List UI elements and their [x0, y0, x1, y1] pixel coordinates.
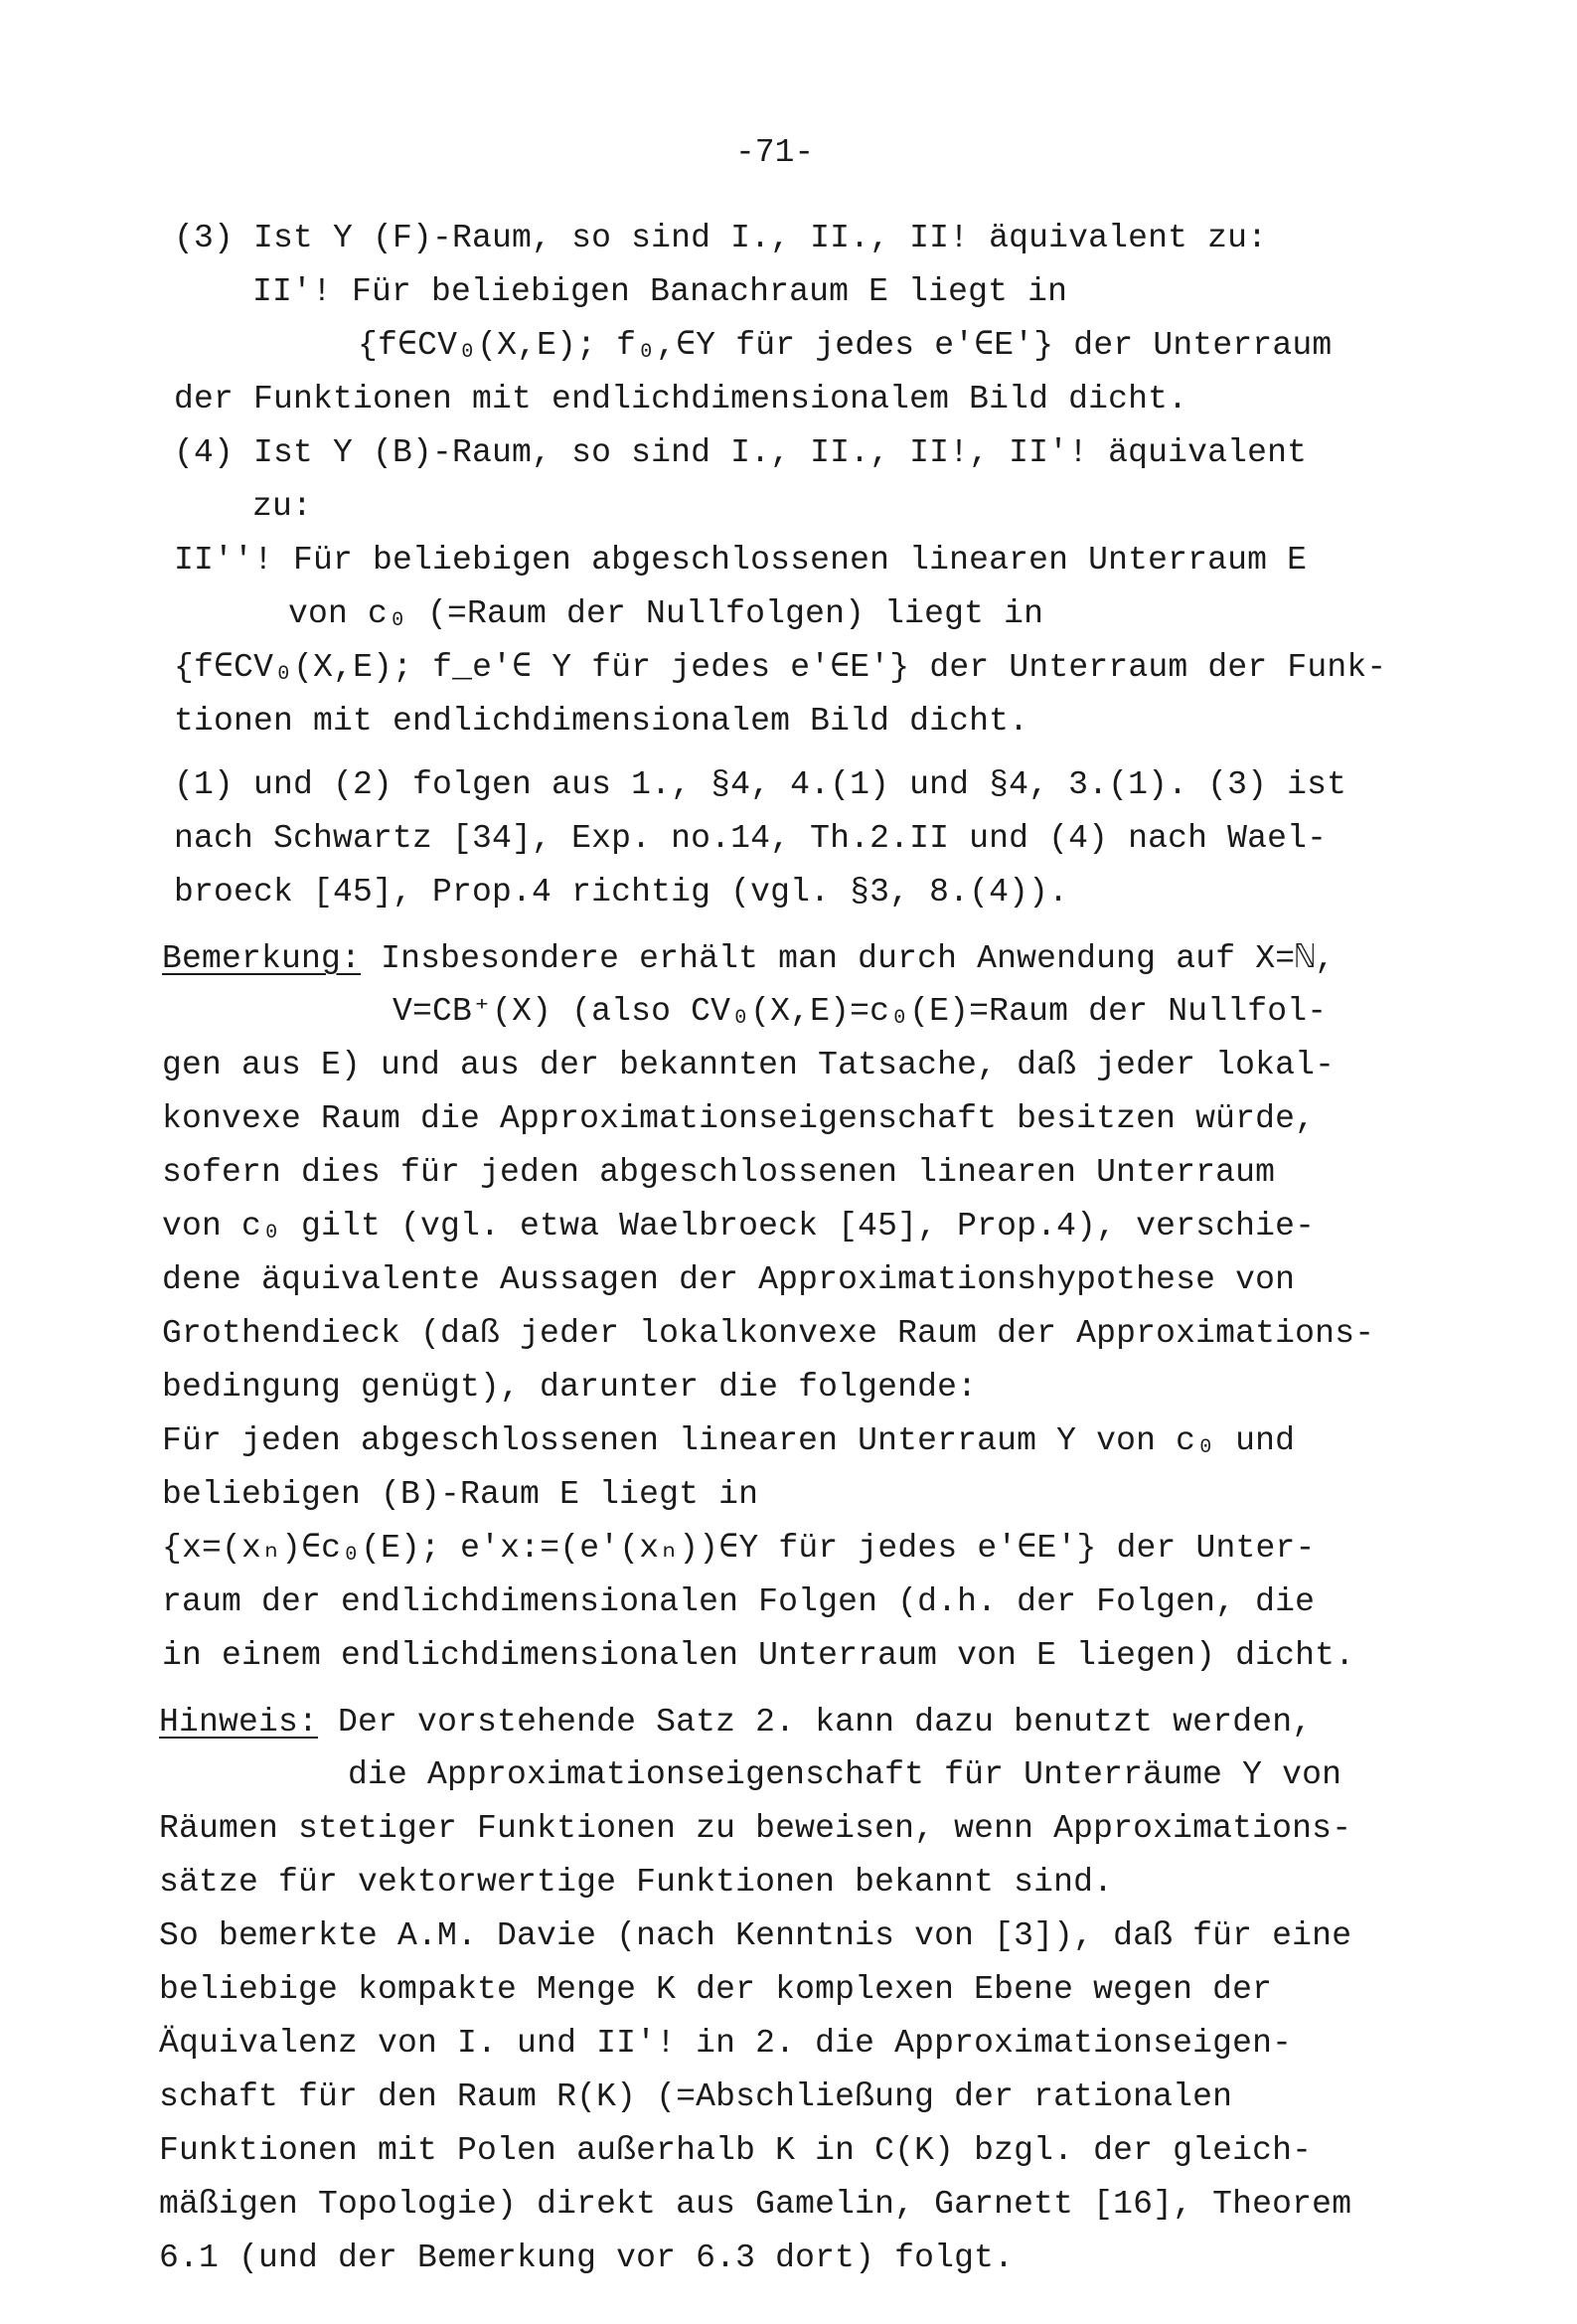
hint-label: Hinweis: — [159, 1704, 319, 1741]
text-line: II''! Für beliebigen abgeschlossenen linearen Unterraum E — [174, 542, 1308, 579]
text-line: {x=(xₙ)∈c₀(E); e'x:=(e'(xₙ))∈Y für jedes e'∈E'} der Unter- — [162, 1530, 1316, 1567]
text-line: zu: — [252, 488, 313, 525]
text-line: mäßigen Topologie) direkt aus Gamelin, Garnett [16], Theorem — [159, 2186, 1352, 2223]
text-line: 6.1 (und der Bemerkung vor 6.3 dort) folgt. — [159, 2240, 1015, 2276]
text-line: II'! Für beliebigen Banachraum E liegt in — [252, 273, 1068, 310]
text-line: raum der endlichdimensionalen Folgen (d.h. der Folgen, die — [162, 1583, 1316, 1620]
text-line: der Funktionen mit endlichdimensionalem Bild dicht. — [174, 381, 1188, 417]
text-line: broeck [45], Prop.4 richtig (vgl. §3, 8.(4)). — [174, 874, 1069, 911]
text-line: sofern dies für jeden abgeschlossenen linearen Unterraum — [162, 1154, 1276, 1191]
text-line: in einem endlichdimensionalen Unterraum von E liegen) dicht. — [162, 1637, 1355, 1674]
text-line: Räumen stetiger Funktionen zu beweisen, wenn Approximations- — [159, 1810, 1352, 1847]
text-line: nach Schwartz [34], Exp. no.14, Th.2.II und (4) nach Wael- — [174, 820, 1328, 857]
remark-line — [162, 939, 1335, 979]
text-line: V=CB⁺(X) (also CV₀(X,E)=c₀(E)=Raum der Nullfol- — [393, 993, 1328, 1030]
text-line: sätze für vektorwertige Funktionen bekannt sind. — [159, 1864, 1114, 1901]
text-line: (4) Ist Y (B)-Raum, so sind I., II., II!, II'! äquivalent — [174, 434, 1308, 471]
text-line: Funktionen mit Polen außerhalb K in C(K) bzgl. der gleich- — [159, 2132, 1313, 2169]
text-line: schaft für den Raum R(K) (=Abschließung der rationalen — [159, 2078, 1233, 2115]
page-number: -71- — [735, 134, 815, 171]
text-line: die Approximationseigenschaft für Unterräume Y von — [348, 1756, 1342, 1793]
text-line: tionen mit endlichdimensionalem Bild dicht. — [174, 703, 1029, 740]
text-line: Grothendieck (daß jeder lokalkonvexe Raum der Approximations- — [162, 1315, 1375, 1352]
text-line: von c₀ (=Raum der Nullfolgen) liegt in — [288, 595, 1044, 632]
text-line: von c₀ gilt (vgl. etwa Waelbroeck [45], Prop.4), verschie- — [162, 1208, 1316, 1245]
remark-text: Insbesondere erhält man durch Anwendung auf X=ℕ, — [381, 940, 1336, 977]
hint-text: Der vorstehende Satz 2. kann dazu benutzt werden, — [338, 1704, 1313, 1741]
hint-line — [159, 1703, 1312, 1743]
text-line: beliebige kompakte Menge K der komplexen Ebene wegen der — [159, 1971, 1273, 2008]
text-line: dene äquivalente Aussagen der Approximationshypothese von — [162, 1261, 1296, 1298]
text-line: (3) Ist Y (F)-Raum, so sind I., II., II! äquivalent zu: — [174, 220, 1268, 256]
remark-label: Bemerkung: — [162, 940, 362, 977]
text-line: beliebigen (B)-Raum E liegt in — [162, 1476, 759, 1513]
text-line: konvexe Raum die Approximationseigenschaft besitzen würde, — [162, 1100, 1316, 1137]
text-line: (1) und (2) folgen aus 1., §4, 4.(1) und §4, 3.(1). (3) ist — [174, 766, 1347, 803]
text-line: bedingung genügt), darunter die folgende: — [162, 1369, 978, 1406]
text-line: {f∈CV₀(X,E); f_e'∈ Y für jedes e'∈E'} der Unterraum der Funk- — [174, 649, 1387, 686]
text-line: {f∈CV₀(X,E); f₀,∈Y für jedes e'∈E'} der Unterraum — [358, 327, 1333, 364]
text-line: gen aus E) und aus der bekannten Tatsache, daß jeder lokal- — [162, 1047, 1336, 1083]
text-line: Äquivalenz von I. und II'! in 2. die Approximationseigen- — [159, 2025, 1293, 2062]
text-line: Für jeden abgeschlossenen linearen Unterraum Y von c₀ und — [162, 1422, 1296, 1459]
text-line: So bemerkte A.M. Davie (nach Kenntnis von [3]), daß für eine — [159, 1917, 1352, 1954]
